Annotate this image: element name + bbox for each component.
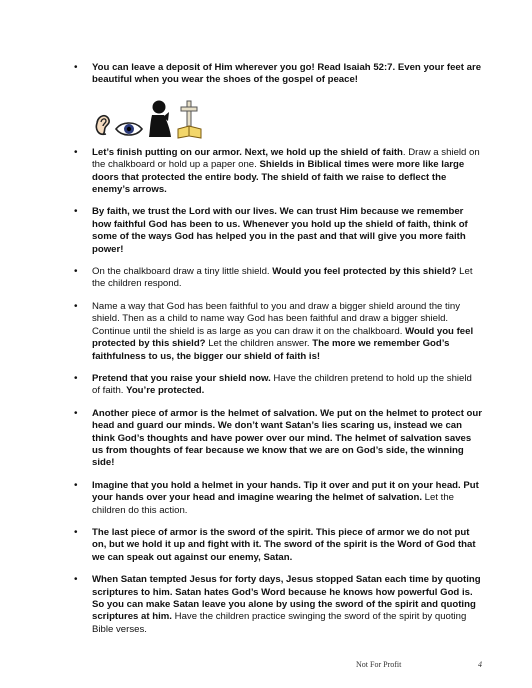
list-item bbox=[92, 206, 482, 256]
text-run: You’re protected. bbox=[126, 385, 205, 397]
text-run: Pretend that you raise your shield now. bbox=[92, 372, 271, 384]
text-run: Have the children practice swinging the sword of the spirit by quoting Bible verses. bbox=[92, 611, 467, 635]
text-run: Shields in Biblical times were more like large doors that protected the entire body. The shield of faith we raise to deflect the enemy’s arrows. bbox=[92, 159, 465, 196]
text-run: Have the children pretend to hold up the shield of faith. bbox=[92, 372, 472, 397]
list-item bbox=[92, 527, 482, 564]
page-number: 4 bbox=[478, 660, 482, 669]
text-run: Name a way that God has been faithful to you and draw a bigger shield around the tiny shield. Then as a child to name way God has been faithful and draw a bigger shield. Continue until the shield is as large as you can draw it on the chalkboard. bbox=[92, 300, 460, 337]
page-footer bbox=[350, 660, 490, 674]
list-item bbox=[92, 62, 482, 87]
list-item bbox=[92, 574, 482, 636]
text-run: The more we remember God’s faithfulness to us, the bigger our shield of faith is! bbox=[92, 338, 450, 362]
cross-bible-icon bbox=[176, 99, 204, 139]
eye-icon bbox=[114, 119, 144, 139]
text-run: . Draw a shield on the chalkboard or hold up a paper one. bbox=[92, 146, 480, 171]
text-run: By faith, we trust the Lord with our lives. We can trust Him because we remember how faithful God has been to us. Whenever you hold up the shield of faith, think of some of the ways God has helped you in the past and that will give you more faith power! bbox=[92, 206, 468, 255]
list-item bbox=[92, 301, 482, 363]
praying-child-icon bbox=[146, 99, 174, 139]
text-run: The last piece of armor is the sword of the spirit. This piece of armor we do not put on, but we hold it up and fight with it. The sword of the spirit is the Word of God that we can speak out against our enemy, Satan. bbox=[92, 526, 476, 563]
text-run: Let the children respond. bbox=[92, 266, 473, 290]
list-item bbox=[92, 266, 482, 291]
text-run: Let the children answer. bbox=[205, 338, 313, 350]
text-run: When Satan tempted Jesus for forty days, Jesus stopped Satan each time by quoting scriptures to him. Satan hates God’s Word because he knows how powerful God is. So you can make Satan leave you alone by using the sword of the spirit and quoting scriptures at him. bbox=[92, 574, 481, 623]
text-run: Imagine that you hold a helmet in your hands. Tip it over and put it on your head. Put your hands over your head and imagine wearing the helmet of salvation. bbox=[92, 479, 479, 504]
text-run: Let’s finish putting on our armor. Next, we hold up the shield of faith bbox=[92, 146, 403, 158]
ear-icon bbox=[92, 109, 112, 139]
text-run: On the chalkboard draw a tiny little shield. bbox=[92, 266, 273, 278]
text-run: Let the children do this action. bbox=[92, 492, 455, 516]
text-run: Another piece of armor is the helmet of salvation. We put on the helmet to protect our head and guard our minds. We don’t want Satan’s lies scaring us, instead we can think God’s thoughts and have power over our mind. The helmet of salvation saves us from thoughts of fear because we know that we are on God’s side, the winning side! bbox=[92, 407, 483, 469]
icon-row bbox=[92, 97, 482, 139]
text-run: Would you feel protected by this shield? bbox=[92, 325, 474, 350]
bullet-list bbox=[92, 62, 482, 646]
text-run: You can leave a deposit of Him wherever you go! Read Isaiah 52:7. Even your feet are beautiful when you wear the shoes of the gospel of peace! bbox=[92, 62, 482, 86]
footer-note: Not For Profit bbox=[356, 660, 402, 669]
text-run: Would you feel protected by this shield? bbox=[272, 266, 457, 278]
list-item bbox=[92, 480, 482, 517]
list-item bbox=[92, 408, 482, 470]
list-item bbox=[92, 373, 482, 398]
list-item bbox=[92, 147, 482, 197]
